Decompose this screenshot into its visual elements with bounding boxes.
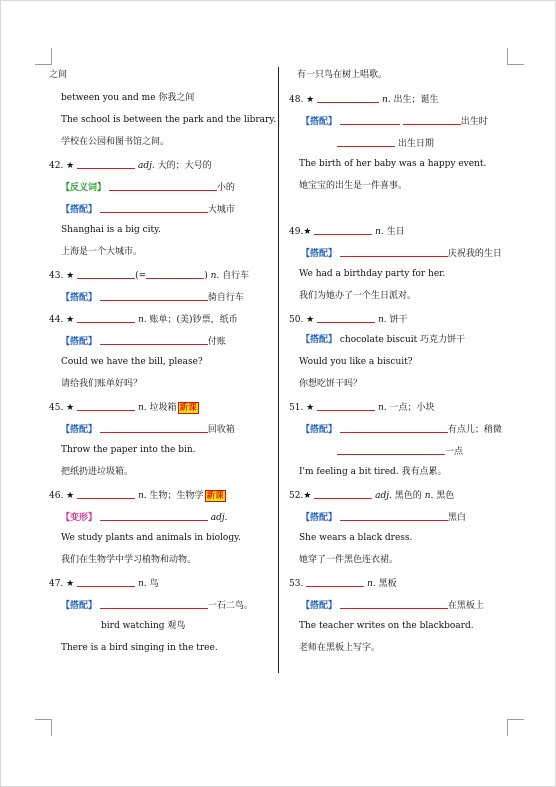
meaning: 黑色 xyxy=(436,491,455,501)
answer-blank[interactable] xyxy=(100,203,208,213)
part-of-speech: n. xyxy=(210,271,220,281)
antonym-line xyxy=(61,181,235,194)
part-of-speech: n. xyxy=(367,579,376,589)
crop-mark-top-left xyxy=(35,48,52,65)
collocation-tag: 【搭配】 xyxy=(301,335,338,345)
example-sentence: The teacher writes on the blackboard. xyxy=(299,621,474,631)
collocation-meaning: 在黑板上 xyxy=(447,601,484,611)
variant-line xyxy=(61,511,228,524)
answer-blank[interactable] xyxy=(77,269,135,279)
entry-51 xyxy=(289,401,435,414)
collocation-tag: 【搭配】 xyxy=(61,601,98,611)
entry-47 xyxy=(49,577,159,590)
entry-52 xyxy=(289,489,454,502)
collocation-line xyxy=(337,137,434,150)
antonym-tag: 【反义词】 xyxy=(61,183,107,193)
collocation-meaning: 大城市 xyxy=(207,205,235,215)
meaning: 大的；大号的 xyxy=(157,161,212,171)
collocation-line xyxy=(61,203,235,216)
answer-blank[interactable] xyxy=(100,599,208,609)
entry-number: 43. ★ xyxy=(49,271,75,281)
answer-blank[interactable] xyxy=(317,93,379,103)
answer-blank[interactable] xyxy=(100,335,208,345)
entry-50 xyxy=(289,313,408,326)
entry-number: 46. ★ xyxy=(49,491,75,501)
example-sentence: There is a bird singing in the tree. xyxy=(61,643,218,653)
entry-43 xyxy=(49,269,249,282)
translation: 把纸扔进垃圾箱。 xyxy=(61,467,134,477)
crop-mark-top-right xyxy=(507,48,524,65)
collocation-meaning: 黑白 xyxy=(447,513,466,523)
answer-blank[interactable] xyxy=(306,577,364,587)
answer-blank[interactable] xyxy=(109,181,217,191)
part-of-speech: n. xyxy=(138,403,147,413)
answer-blank[interactable] xyxy=(317,401,375,411)
collocation-tag: 【搭配】 xyxy=(61,293,98,303)
translation: 我们在生物学中学习植物和动物。 xyxy=(61,555,197,565)
part-of-speech: n. xyxy=(138,315,147,325)
collocation-meaning: 出生时 xyxy=(460,117,488,127)
answer-blank[interactable] xyxy=(337,137,395,147)
meaning: 账单；(美)钞票，纸币 xyxy=(149,315,238,325)
answer-blank[interactable] xyxy=(77,577,135,587)
meaning: 一点；小块 xyxy=(389,403,435,413)
example-sentence: Shanghai is a big city. xyxy=(61,225,161,235)
collocation-line xyxy=(61,423,235,436)
entry-42 xyxy=(49,159,212,172)
meaning: 出生；诞生 xyxy=(393,95,439,105)
meaning: 黑色的 xyxy=(394,491,422,501)
equals-close: ) xyxy=(204,271,208,281)
answer-blank[interactable] xyxy=(337,445,445,455)
answer-blank[interactable] xyxy=(340,115,400,125)
translation: 我们为她办了一个生日派对。 xyxy=(299,291,417,301)
collocation-meaning: 骑自行车 xyxy=(207,293,244,303)
answer-blank[interactable] xyxy=(317,313,375,323)
meaning: 鸟 xyxy=(149,579,159,589)
part-of-speech: n. xyxy=(424,491,434,501)
collocation-tag: 【搭配】 xyxy=(301,249,338,259)
part-of-speech: n. xyxy=(138,491,147,501)
translation: 老师在黑板上写字。 xyxy=(299,643,381,653)
variant-pos: adj. xyxy=(210,513,228,523)
example-sentence: We had a birthday party for her. xyxy=(299,269,446,279)
entry-48 xyxy=(289,93,439,106)
translation: 她宝宝的出生是一件喜事。 xyxy=(299,181,408,191)
part-of-speech: n. xyxy=(138,579,147,589)
collocation-tag: 【搭配】 xyxy=(301,601,338,611)
meaning: 饼干 xyxy=(389,315,408,325)
collocation-line xyxy=(61,599,253,612)
collocation-line xyxy=(301,335,465,346)
example-sentence: We study plants and animals in biology. xyxy=(61,533,241,543)
collocation-tag: 【搭配】 xyxy=(301,513,338,523)
answer-blank[interactable] xyxy=(314,489,372,499)
example-sentence: Throw the paper into the bin. xyxy=(61,445,196,455)
entry-46 xyxy=(49,489,226,502)
collocation-meaning: 一点 xyxy=(445,447,464,457)
equals-open: (= xyxy=(135,271,147,281)
example-sentence: The birth of her baby was a happy event. xyxy=(299,159,487,169)
example-sentence: I'm feeling a bit tired. 我有点累。 xyxy=(299,467,447,477)
collocation-meaning: 付账 xyxy=(207,337,226,347)
part-of-speech: adj. xyxy=(138,161,155,171)
entry-number: 52.★ xyxy=(289,491,312,501)
answer-blank[interactable] xyxy=(340,247,448,257)
text-line: between you and me 你我之间 xyxy=(61,93,195,103)
example-sentence: Could we have the bill, please? xyxy=(61,357,203,367)
answer-blank[interactable] xyxy=(77,489,135,499)
meaning: 生物；生物学 xyxy=(149,491,204,501)
collocation-meaning: 一石二鸟。 xyxy=(207,601,253,611)
part-of-speech: n. xyxy=(375,227,384,237)
collocation-line xyxy=(301,511,466,524)
new-lesson-badge: 新课 xyxy=(206,491,224,501)
entry-49 xyxy=(289,225,405,238)
entry-number: 45. ★ xyxy=(49,403,75,413)
collocation-line xyxy=(301,599,484,612)
answer-blank[interactable] xyxy=(100,291,208,301)
entry-number: 53. xyxy=(289,579,304,589)
collocation-line xyxy=(337,445,463,458)
part-of-speech: n. xyxy=(378,403,387,413)
part-of-speech: n. xyxy=(378,315,387,325)
entry-44 xyxy=(49,313,238,326)
collocation-meaning: 出生日期 xyxy=(397,139,434,149)
variant-tag: 【变形】 xyxy=(61,513,98,523)
meaning: 垃圾箱 xyxy=(149,403,177,413)
meaning: 自行车 xyxy=(222,271,250,281)
answer-blank[interactable] xyxy=(77,401,135,411)
entry-number: 51. ★ xyxy=(289,403,315,413)
column-divider xyxy=(278,67,279,673)
meaning: 黑板 xyxy=(378,579,397,589)
answer-blank[interactable] xyxy=(340,599,448,609)
entry-number: 50. ★ xyxy=(289,315,315,325)
crop-mark-bottom-right xyxy=(507,719,524,736)
collocation-line xyxy=(301,423,502,436)
answer-blank[interactable] xyxy=(340,511,448,521)
translation: 上海是一个大城市。 xyxy=(61,247,143,257)
entry-number: 47. ★ xyxy=(49,579,75,589)
answer-blank[interactable] xyxy=(100,423,208,433)
answer-blank[interactable] xyxy=(77,159,135,169)
collocation-tag: 【搭配】 xyxy=(61,205,98,215)
entry-number: 42. ★ xyxy=(49,161,75,171)
translation: 她穿了一件黑色连衣裙。 xyxy=(299,555,399,565)
example-sentence: Would you like a biscuit? xyxy=(299,357,413,367)
collocation-tag: 【搭配】 xyxy=(61,337,98,347)
answer-blank[interactable] xyxy=(100,511,208,521)
collocation-line xyxy=(301,115,488,128)
entry-number: 49.★ xyxy=(289,227,312,237)
translation: 有一只鸟在树上唱歌。 xyxy=(297,70,388,80)
collocation-meaning: 回收箱 xyxy=(207,425,235,435)
answer-blank[interactable] xyxy=(77,313,135,323)
answer-blank[interactable] xyxy=(340,423,448,433)
example-sentence: The school is between the park and the library. xyxy=(61,115,277,125)
translation: 学校在公园和图书馆之间。 xyxy=(61,137,170,147)
collocation-line xyxy=(301,247,502,260)
translation: 请给我们账单好吗？ xyxy=(61,379,143,389)
entry-number: 48. ★ xyxy=(289,95,315,105)
part-of-speech: n. xyxy=(382,95,391,105)
collocation-meaning: 庆祝我的生日 xyxy=(447,249,502,259)
collocation-tag: 【搭配】 xyxy=(301,425,338,435)
entry-number: 44. ★ xyxy=(49,315,75,325)
example-sentence: She wears a black dress. xyxy=(299,533,413,543)
entry-53 xyxy=(289,577,397,590)
collocation-tag: 【搭配】 xyxy=(61,425,98,435)
answer-blank[interactable] xyxy=(403,115,461,125)
entry-45 xyxy=(49,401,199,414)
collocation-line xyxy=(61,335,226,348)
part-of-speech: adj. xyxy=(375,491,392,501)
meaning: 生日 xyxy=(386,227,405,237)
collocation-tag: 【搭配】 xyxy=(301,117,338,127)
collocation-meaning: 有点儿；稍微 xyxy=(447,425,502,435)
new-lesson-badge: 新课 xyxy=(179,403,197,413)
translation: 你想吃饼干吗？ xyxy=(299,379,363,389)
text-line: 之间 xyxy=(49,70,68,80)
answer-blank[interactable] xyxy=(314,225,372,235)
collocation-example: bird watching 观鸟 xyxy=(101,621,186,631)
crop-mark-bottom-left xyxy=(35,719,52,736)
answer-blank[interactable] xyxy=(146,269,204,279)
collocation-line xyxy=(61,291,244,304)
collocation-text: chocolate biscuit 巧克力饼干 xyxy=(339,335,466,345)
antonym-meaning: 小的 xyxy=(216,183,235,193)
